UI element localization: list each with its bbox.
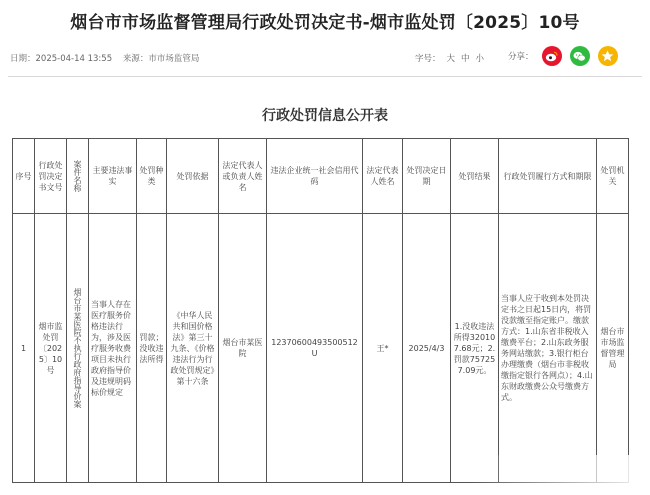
table-row (13, 214, 629, 483)
page-title: 烟台市市场监督管理局行政处罚决定书-烟市监处罚〔2025〕10号 (70, 13, 580, 33)
col-header-authority: 处罚机关 (597, 139, 629, 214)
font-size-switcher (415, 52, 490, 64)
bottom-fade-overlay (470, 455, 640, 495)
col-header-credit-code: 违法企业统一社会信用代码 (267, 139, 363, 214)
cell-no: 1 (13, 214, 35, 483)
cell-method: 当事人应于收到本处罚决定书之日起15日内，将罚没款缴至指定账户。缴款方式：1.山东省非税收入缴费平台；2.山东政务服务网站缴款；3.银行柜台办理缴费（烟台市非税收缴指定银行各网点）；4.山东财政缴费公众号缴费方式。 (499, 214, 597, 483)
font-size-medium[interactable]: 中 (461, 54, 470, 64)
wechat-icon[interactable] (570, 46, 590, 66)
cell-authority: 烟台市市场监督管理局 (597, 214, 629, 483)
col-header-date: 处罚决定日期 (403, 139, 451, 214)
article-meta (10, 52, 207, 64)
col-header-legal-rep: 法定代表人或负责人姓名 (219, 139, 267, 214)
cell-date: 2025/4/3 (403, 214, 451, 483)
col-header-penalty-type: 处罚种类 (137, 139, 167, 214)
col-header-method: 行政处罚履行方式和期限 (499, 139, 597, 214)
cell-basis: 《中华人民共和国价格法》第三十九条、《价格违法行为行政处罚规定》第十六条 (167, 214, 219, 483)
col-header-case-name-text: 案件名称 (73, 160, 82, 192)
col-header-result: 处罚结果 (451, 139, 499, 214)
share-label: 分享： (508, 52, 534, 62)
col-header-no: 序号 (13, 139, 35, 214)
cell-credit-code: 12370600493500512U (267, 214, 363, 483)
table-header-row (13, 139, 629, 214)
cell-doc-no: 烟市监处罚〔2025〕10号 (35, 214, 67, 483)
col-header-doc-no: 行政处罚决定书文号 (35, 139, 67, 214)
col-header-rep-name: 法定代表人姓名 (363, 139, 403, 214)
font-size-label: 字号： (415, 54, 441, 64)
qq-space-icon[interactable] (598, 46, 618, 66)
cell-rep-name: 王* (363, 214, 403, 483)
cell-case-name (67, 214, 89, 483)
font-size-small[interactable]: 小 (475, 54, 485, 64)
col-header-basis: 处罚依据 (167, 139, 219, 214)
share-bar (508, 46, 626, 66)
penalty-info-table (12, 138, 629, 483)
col-header-facts: 主要违法事实 (89, 139, 137, 214)
article-source: 来源：市市场监管局 (122, 54, 200, 64)
font-size-large[interactable]: 大 (446, 54, 456, 64)
cell-case-name-text: 烟台市某医院不执行政府指导价案 (73, 288, 82, 408)
cell-facts: 当事人存在医疗服务价格违法行为，涉及医疗服务收费项目未执行政府指导价及违规明码标价规定 (89, 214, 137, 483)
cell-penalty-type: 罚款；没收违法所得 (137, 214, 167, 483)
cell-legal-rep: 烟台市某医院 (219, 214, 267, 483)
table-title: 行政处罚信息公开表 (262, 108, 388, 124)
col-header-case-name (67, 139, 89, 214)
weibo-icon[interactable] (542, 46, 562, 66)
header-divider (8, 76, 642, 77)
cell-result: 1.没收违法所得320107.68元；2.罚款757257.09元。 (451, 214, 499, 483)
publish-date: 日期：2025-04-14 13:55 (10, 54, 113, 64)
